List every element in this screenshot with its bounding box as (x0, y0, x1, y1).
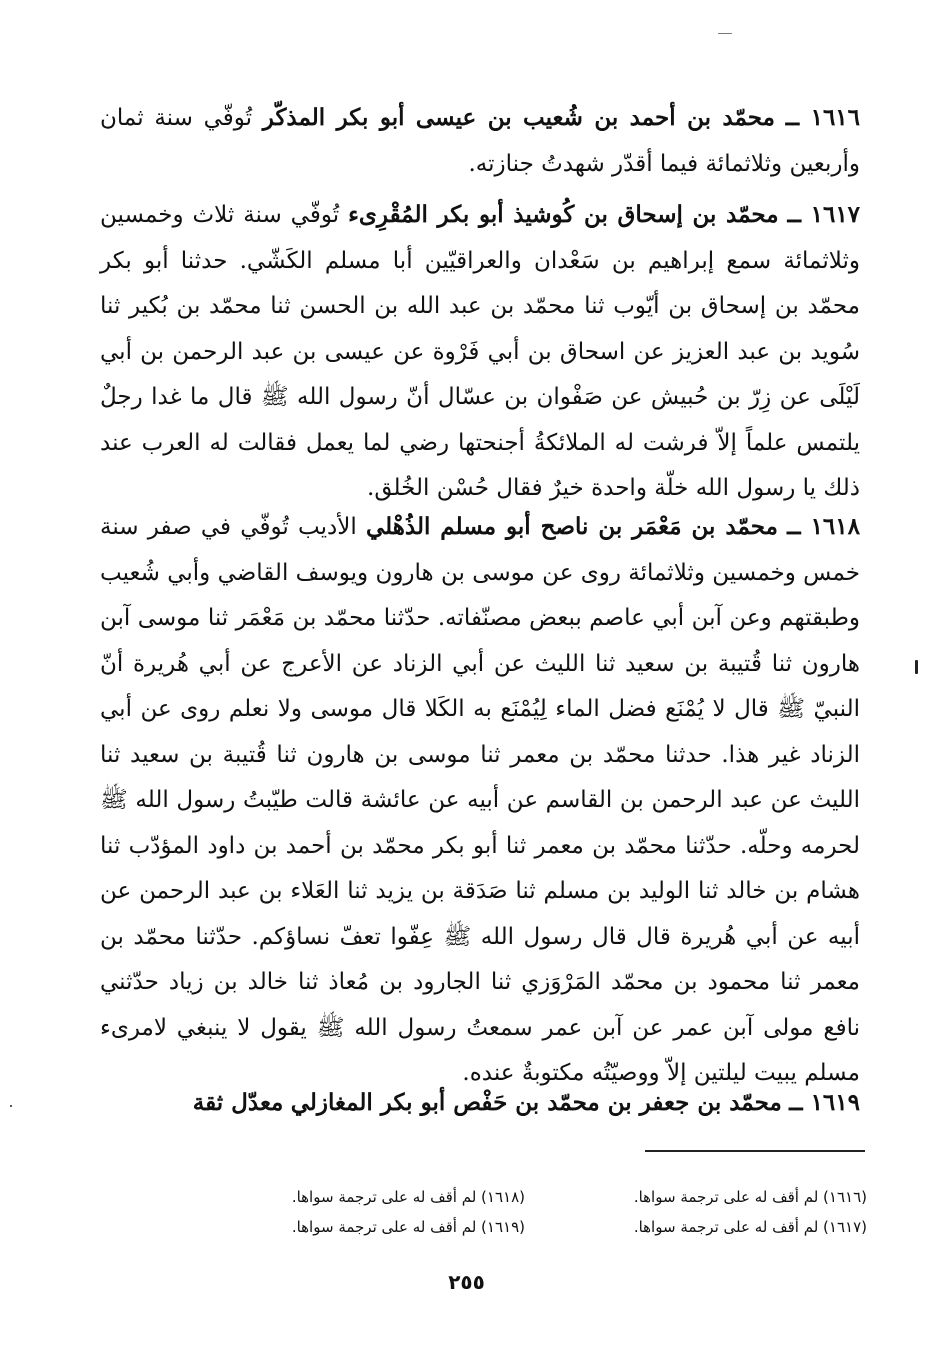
footnote-divider (645, 1150, 865, 1152)
scan-mark (10, 1105, 12, 1107)
entry-1619 (100, 1080, 860, 1127)
entry-number: ١٦١٨ ــ (787, 513, 860, 540)
entry-name: محمّد بن جعفر بن محمّد بن حَفْص أبو بكر المغازلي (290, 1089, 782, 1116)
entry-1617 (100, 192, 860, 512)
footnotes-column-left (225, 1182, 525, 1242)
entry-body: الأديب تُوفّي في صفر سنة خمس وخمسين وثلاثمائة روى عن موسى بن هارون ويوسف القاضي وأبي شُعيب وطبقتهم وعن آبن أبي عاصم ببعض مصنّفاته. حدّثنا محمّد بن مَعْمَر ثنا موسى آبن هارون ثنا قُتيبة بن سعيد ثنا الليث عن أبي الزناد عن الأعرج عن أبي هُريرة أنّ النبيّ ﷺ قال لا يُمْنَع فضل الماء لِيُمْنَع به الكَلا قال موسى ولا نعلم روى عن أبي الزناد غير هذا. حدثنا محمّد بن معمر ثنا موسى بن هارون ثنا قُتيبة بن سعيد ثنا الليث عن عبد الرحمن بن القاسم عن أبيه عن عائشة قالت طيّبتُ رسول الله ﷺ لحرمه وحلّه. حدّثنا محمّد بن معمر ثنا أبو بكر محمّد بن أحمد بن داود المؤدّب ثنا هشام بن خالد ثنا الوليد بن مسلم ثنا صَدَقة بن يزيد ثنا العَلاء بن عبد الرحمن عن أبيه عن أبي هُريرة قال قال رسول الله ﷺ عِفّوا تعفّ نساؤكم. حدّثنا محمّد بن معمر ثنا محمود بن محمّد المَرْوَزي ثنا الجارود بن مُعاذ ثنا خالد بن زياد حدّثني نافع مولى آبن عمر عن آبن عمر سمعتُ رسول الله ﷺ يقول لا ينبغي لامرىء مسلم يبيت ليلتين إلاّ ووصيّتُه مكتوبةٌ عنده. (100, 514, 860, 1086)
entry-body: تُوفّي سنة ثمان وأربعين وثلاثمائة فيما أقدّر شهدتُ جنازته. (100, 105, 860, 177)
page-number: ٢٥٥ (448, 1270, 485, 1294)
entry-name: محمّد بن إسحاق بن كُوشيذ أبو بكر المُقْرِىء (348, 201, 779, 228)
entry-1618 (100, 504, 860, 1097)
entry-paragraph (100, 95, 860, 187)
entry-paragraph (100, 192, 860, 512)
scan-mark (915, 660, 918, 674)
footnote: (١٦١٩) لم أقف له على ترجمة سواها. (291, 1218, 525, 1236)
footnote: (١٦١٨) لم أقف له على ترجمة سواها. (291, 1188, 525, 1206)
entry-name: محمّد بن مَعْمَر بن ناصح أبو مسلم الذُهْلي (365, 513, 778, 540)
footnote: (١٦١٦) لم أقف له على ترجمة سواها. (633, 1188, 867, 1206)
entry-number: ١٦١٧ ــ (787, 201, 861, 228)
entry-number: ١٦١٦ ــ (785, 104, 861, 131)
footnote: (١٦١٧) لم أقف له على ترجمة سواها. (633, 1218, 867, 1236)
entry-paragraph (100, 504, 860, 1097)
entry-number: ١٦١٩ ــ (789, 1089, 860, 1116)
entry-body: تُوفّي سنة ثلاث وخمسين وثلاثمائة سمع إبراهيم بن سَعْدان والعراقيّين أبا مسلم الكَشّي. حدثنا أبو بكر محمّد بن إسحاق بن أيّوب ثنا محمّد بن عبد الله بن الحسن ثنا محمّد بن بُكير ثنا سُويد بن عبد العزيز عن اسحاق بن أبي فَرْوة عن عيسى بن عبد الرحمن بن أبي لَيْلَى عن زِرّ بن حُبيش عن صَفْوان بن عسّال أنّ رسول الله ﷺ قال ما غدا رجلٌ يلتمس علماً إلاّ فرشت له الملائكةُ أجنحتها رضي لما يعمل فقالت له العرب عند ذلك يا رسول الله خلّة واحدة خيرٌ فقال حُسْن الخُلق. (100, 202, 860, 501)
scan-mark (718, 33, 732, 34)
footnotes-column-right (567, 1182, 867, 1242)
entry-paragraph (100, 1080, 860, 1127)
entry-body: معدّل ثقة (192, 1089, 284, 1116)
entry-1616 (100, 95, 860, 187)
entry-name: محمّد بن أحمد بن شُعيب بن عيسى أبو بكر المذكّر (262, 104, 775, 131)
